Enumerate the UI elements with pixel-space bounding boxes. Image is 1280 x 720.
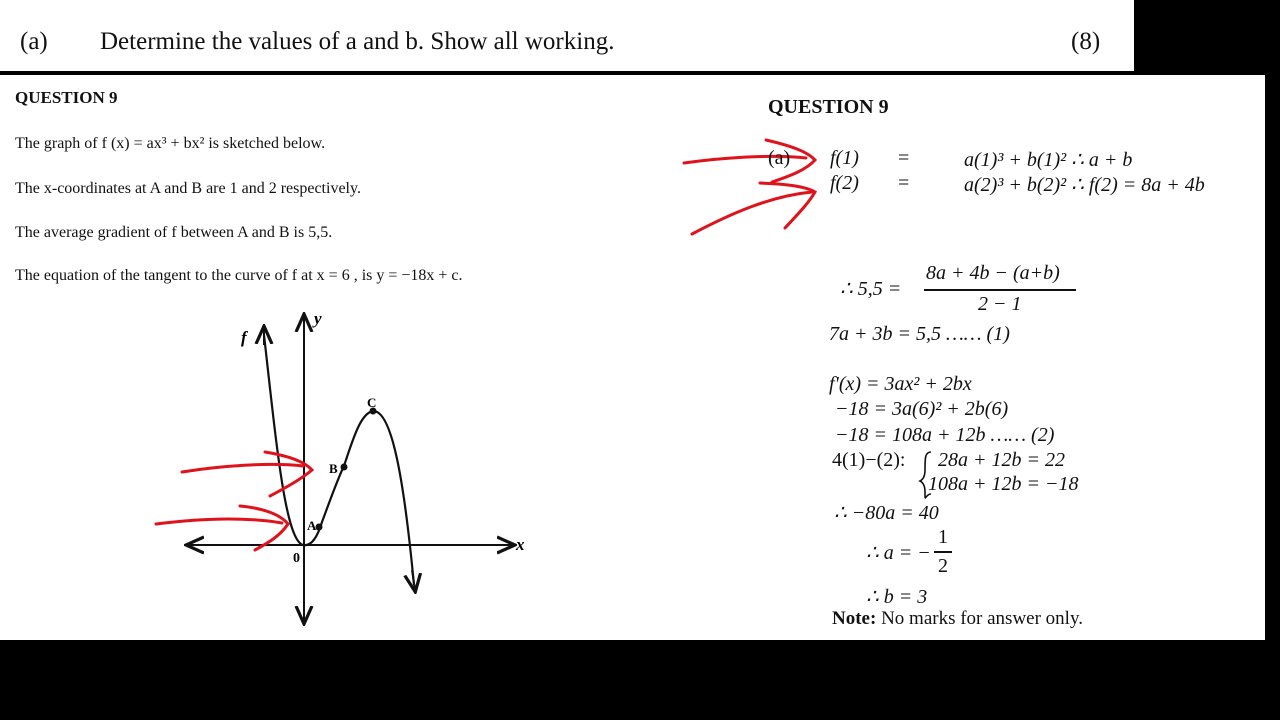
f1-lhs: f(1) <box>830 147 859 169</box>
question-heading: QUESTION 9 <box>15 88 118 107</box>
note-text: No marks for answer only. <box>876 608 1083 629</box>
y-label: y <box>314 309 322 328</box>
b-result: ∴ b = 3 <box>866 586 928 608</box>
avg-gradient-denominator: 2 − 1 <box>978 293 1022 315</box>
equation-1: 7a + 3b = 5,5 …… (1) <box>829 323 1010 345</box>
step-80a: ∴ −80a = 40 <box>834 502 939 524</box>
f1-equals: = <box>898 147 910 169</box>
annotation-arrows-left <box>156 452 312 550</box>
origin-label: 0 <box>293 551 300 566</box>
memo-part-label: (a) <box>768 147 791 169</box>
f2-rhs: a(2)³ + b(2)² ∴ f(2) = 8a + 4b <box>964 174 1205 196</box>
point-c-label: C <box>367 395 377 410</box>
marks-label: (8) <box>1071 28 1101 55</box>
point-b-label: B <box>329 461 338 476</box>
cubic-curve <box>264 335 414 585</box>
elimination-bottom: 108a + 12b = −18 <box>928 473 1079 495</box>
point-a-label: A <box>307 518 317 533</box>
point-a <box>316 524 323 531</box>
note-label: Note: <box>832 608 877 629</box>
x-label: x <box>516 535 525 554</box>
question-line-2: The x-coordinates at A and B are 1 and 2 respectively. <box>15 180 361 197</box>
a-numerator: 1 <box>938 526 948 548</box>
annotation-arrows-right <box>684 140 815 234</box>
a-fraction-bar <box>934 551 952 553</box>
f2-lhs: f(2) <box>830 172 859 194</box>
memo-heading: QUESTION 9 <box>768 96 889 118</box>
substitution: −18 = 3a(6)² + 2b(6) <box>835 398 1009 420</box>
derivative: f'(x) = 3ax² + 2bx <box>829 373 972 395</box>
equation-2: −18 = 108a + 12b …… (2) <box>835 424 1055 446</box>
part-label: (a) <box>20 28 48 55</box>
a-result-prefix: ∴ a = − <box>866 542 931 564</box>
question-line-1: The graph of f (x) = ax³ + bx² is sketched below. <box>15 135 326 152</box>
elimination-top: 28a + 12b = 22 <box>938 449 1065 471</box>
question-line-3: The average gradient of f between A and B is 5,5. <box>15 224 333 241</box>
fraction-bar <box>924 289 1076 291</box>
f-label: f <box>241 328 247 347</box>
f2-equals: = <box>898 172 910 194</box>
elimination-label: 4(1)−(2): <box>832 449 906 471</box>
note <box>832 608 1083 630</box>
a-denominator: 2 <box>938 555 948 577</box>
avg-gradient-numerator: 8a + 4b − (a+b) <box>926 262 1060 284</box>
instruction-text: Determine the values of a and b. Show all working. <box>100 28 615 55</box>
question-line-4: The equation of the tangent to the curve of f at x = 6 , is y = −18x + c. <box>15 267 463 284</box>
f1-rhs: a(1)³ + b(1)² ∴ a + b <box>964 149 1133 171</box>
avg-gradient-lhs: ∴ 5,5 = <box>840 278 902 300</box>
point-b <box>341 464 348 471</box>
